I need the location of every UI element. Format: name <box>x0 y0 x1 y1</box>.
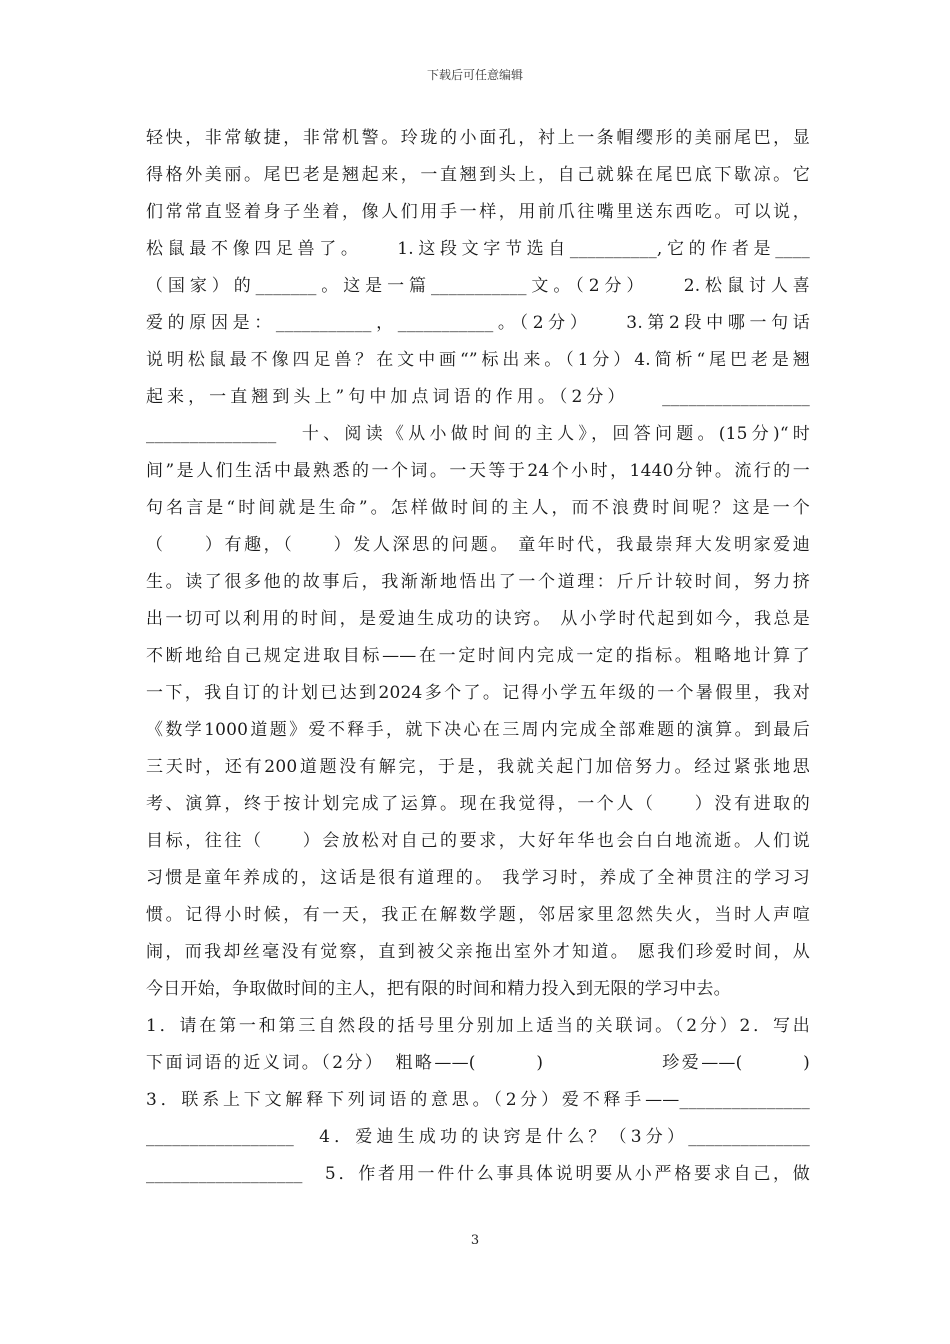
text-line-23: 闹，而我却丝毫没有觉察，直到被父亲拖出室外才知道。 愿我们珍爱时间，从 <box>146 942 810 962</box>
text-line-28: _________________ 4．爱迪生成功的诀窍是什么？（3分）______________ <box>146 1127 810 1147</box>
text-line-19: 考、演算，终于按计划完成了运算。现在我觉得，一个人（ ）没有进取的 <box>146 794 810 814</box>
text-line-5: （国家）的_______。这是一篇___________文。（2分） 2.松鼠讨人喜 <box>146 276 810 296</box>
text-line-2: 得格外美丽。尾巴老是翘起来，一直翘到头上，自己就躲在尾巴底下歇凉。它 <box>146 165 810 185</box>
text-line-29: __________________ 5．作者用一件什么事具体说明要从小严格要求自己，做 <box>146 1164 810 1184</box>
text-line-24: 今日开始，争取做时间的主人，把有限的时间和精力投入到无限的学习中去。 <box>146 979 731 999</box>
text-line-14: 出一切可以利用的时间，是爱迪生成功的诀窍。 从小学时代起到如今，我总是 <box>146 609 810 629</box>
text-line-11: 句名言是“时间就是生命”。怎样做时间的主人，而不浪费时间呢？这是一个 <box>146 498 810 518</box>
text-line-27: 3．联系上下文解释下列词语的意思。（2分）爱不释手——_______________ <box>146 1090 810 1110</box>
text-line-17: 《数学1000道题》爱不释手，就下决心在三周内完成全部难题的演算。到最后 <box>146 720 810 740</box>
text-line-12: （ ）有趣，（ ）发人深思的问题。 童年时代，我最崇拜大发明家爱迪 <box>146 535 810 555</box>
text-line-15: 不断地给自己规定进取目标——在一定时间内完成一定的指标。粗略地计算了 <box>146 646 810 666</box>
text-line-16: 一下，我自订的计划已达到2024多个了。记得小学五年级的一个暑假里，我对 <box>146 683 810 703</box>
page-header: 下载后可任意编辑 <box>426 68 523 82</box>
text-line-21: 习惯是童年养成的，这话是很有道理的。 我学习时，养成了全神贯注的学习习 <box>146 868 810 888</box>
text-line-25: 1．请在第一和第三自然段的括号里分别加上适当的关联词。（2分）2．写出 <box>146 1016 810 1036</box>
text-line-4: 松鼠最不像四足兽了。 1.这段文字节选自__________,它的作者是____ <box>146 239 810 259</box>
text-line-8: 起来，一直翘到头上”句中加点词语的作用。（2分） _________________ <box>146 387 810 407</box>
document-body <box>146 120 810 1193</box>
text-line-13: 生。读了很多他的故事后，我渐渐地悟出了一个道理：斤斤计较时间，努力挤 <box>146 572 810 592</box>
page-number: 3 <box>470 1233 480 1248</box>
text-line-20: 目标，往往（ ）会放松对自己的要求，大好年华也会白白地流逝。人们说 <box>146 831 810 851</box>
text-line-26: 下面词语的近义词。（2分） 粗略——( ) 珍爱——( ) <box>146 1053 810 1073</box>
text-line-3: 们常常直竖着身子坐着，像人们用手一样，用前爪往嘴里送东西吃。可以说， <box>146 202 810 222</box>
text-line-7: 说明松鼠最不像四足兽？在文中画“”标出来。（1分）4.简析“尾巴老是翘 <box>146 350 810 370</box>
text-line-1: 轻快，非常敏捷，非常机警。玲珑的小面孔，衬上一条帽缨形的美丽尾巴，显 <box>146 128 810 148</box>
text-line-9: _______________ 十、阅读《从小做时间的主人》，回答问题。(15分)“时 <box>146 424 810 444</box>
text-line-18: 三天时，还有200道题没有解完，于是，我就关起门加倍努力。经过紧张地思 <box>146 757 810 777</box>
text-line-10: 间”是人们生活中最熟悉的一个词。一天等于24个小时，1440分钟。流行的一 <box>146 461 810 481</box>
text-line-6: 爱的原因是：___________，___________。（2分） 3.第2段中哪一句话 <box>146 313 810 333</box>
text-line-22: 惯。记得小时候，有一天，我正在解数学题，邻居家里忽然失火，当时人声喧 <box>146 905 810 925</box>
